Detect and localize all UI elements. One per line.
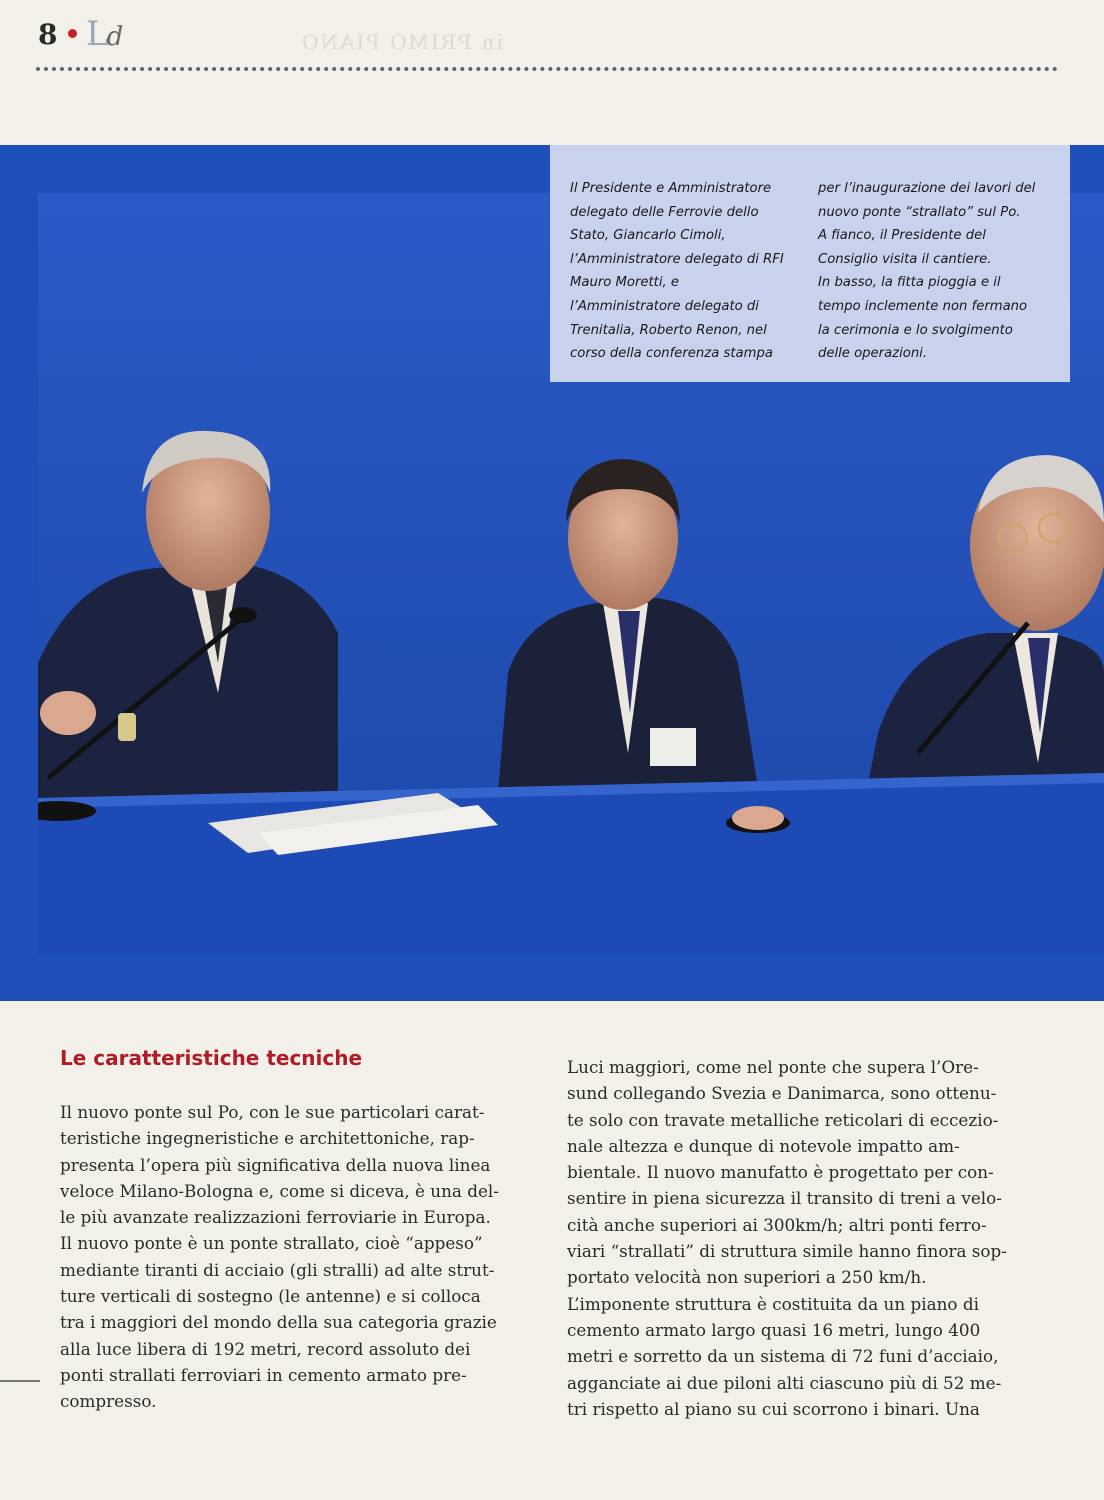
- photo-caption-box: [550, 145, 1070, 382]
- bullet-icon: [68, 29, 77, 38]
- article-right-column: Luci maggiori, come nel ponte che supera l’Ore- sund collegando Svezia e Danimarca, sono ottenu- te solo con travate metalliche reticolari di eccezio- nale altezza e dunque di notevole impatto am- bientale. Il nuovo manufatto è progettato per con- sentire in piena sicurezza il transito di treni a velo- cità anche superiori ai 300km/h; altri ponti ferro- viari “strallati” di struttura simile hanno finora sop- portato velocità non superiori a 250 km/h. L’imponente struttura è costituita da un piano di cemento armato largo quasi 16 metri, lungo 400 metri e sorretto da un sistema di 72 funi d’acciaio, agganciate ai due piloni alti ciascuno più di 52 me- tri rispetto al piano su cui scorrono i binari. Una: [567, 1057, 1007, 1419]
- show-through-title: in PRIMO PIANO: [300, 30, 503, 54]
- caption-right-column: per l’inaugurazione dei lavori del nuovo ponte “strallato” sul Po. A fianco, il Presidente del Consiglio visita il cantiere. In basso, la fitta pioggia e il tempo inclemente non fermano la cerimonia e lo svolgimento delle operazioni.: [818, 181, 1036, 362]
- page-edge-line: [0, 1380, 40, 1382]
- caption-left-column: Il Presidente e Amministratore delegato delle Ferrovie dello Stato, Giancarlo Cimoli, l’Amministratore delegato di RFI Mauro Moretti, e l’Amministratore delegato di Trenitalia, Roberto Renon, nel corso della conferenza stampa: [570, 181, 784, 362]
- logo-main: L: [86, 14, 109, 54]
- section-heading: Le caratteristiche tecniche: [60, 1046, 363, 1070]
- article-left-column: Il nuovo ponte sul Po, con le sue particolari carat- teristiche ingegneristiche e architettoniche, rap- presenta l’opera più significativa della nuova linea veloce Milano-Bologna e, come si diceva, è una del- le più avanzate realizzazioni ferroviarie in Europa. Il nuovo ponte è un ponte strallato, cioè “appeso” mediante tiranti di acciaio (gli stralli) ad alte strut- ture verticali di sostegno (le antenne) e si colloca tra i maggiori del mondo della sua categoria grazie alla luce libera di 192 metri, record assoluto dei ponti strallati ferroviari in cemento armato pre- compresso.: [60, 1102, 499, 1412]
- logo-suffix: d: [106, 22, 124, 52]
- magazine-logo: [86, 14, 123, 54]
- header-dotted-rule: [36, 67, 1058, 71]
- page-number: 8: [38, 18, 58, 51]
